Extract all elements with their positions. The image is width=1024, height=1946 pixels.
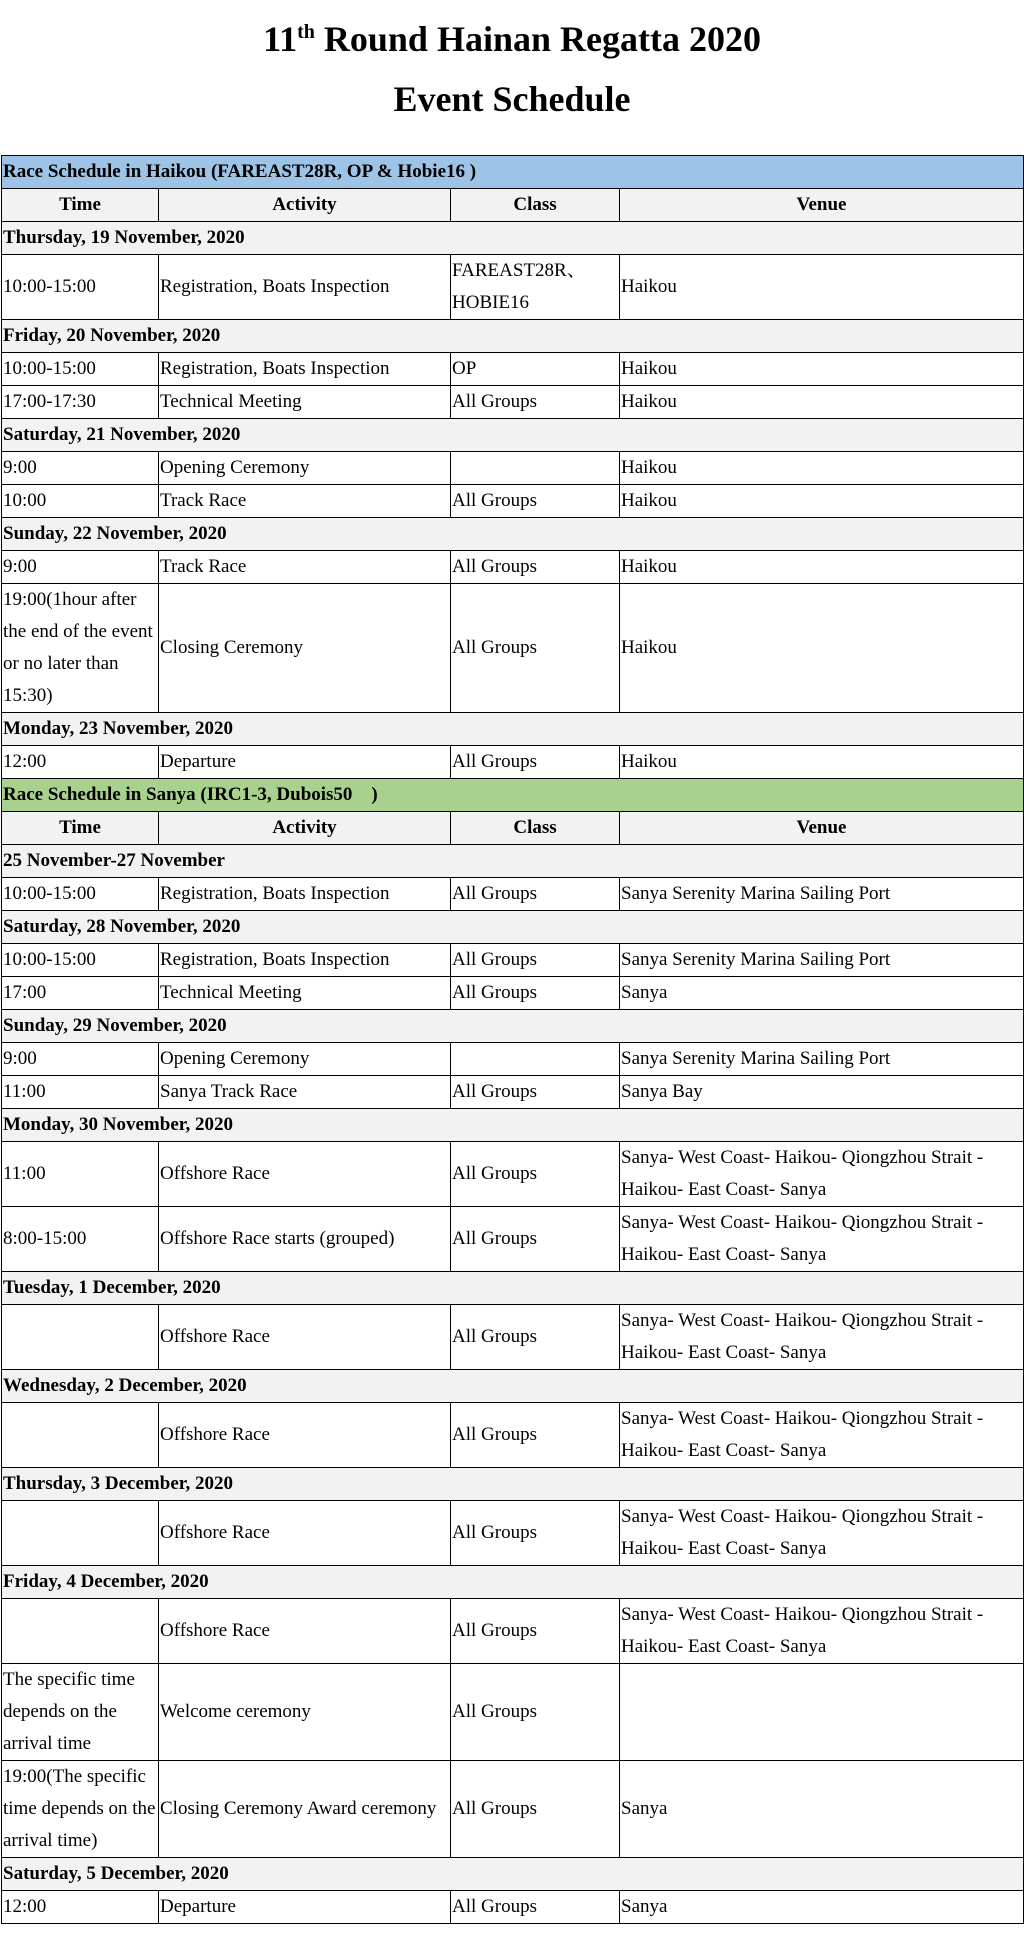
date-row bbox=[2, 222, 1024, 255]
table-row bbox=[2, 944, 1024, 977]
cell-activity: Offshore Race bbox=[159, 1142, 451, 1207]
cell-venue: Haikou bbox=[620, 386, 1024, 419]
column-header-row bbox=[2, 812, 1024, 845]
cell-activity: Registration, Boats Inspection bbox=[159, 878, 451, 911]
cell-class: All Groups bbox=[451, 944, 620, 977]
date-label: Saturday, 5 December, 2020 bbox=[2, 1858, 1024, 1891]
cell-activity: Offshore Race bbox=[159, 1501, 451, 1566]
page-subtitle: Event Schedule bbox=[393, 79, 631, 119]
date-row bbox=[2, 1468, 1024, 1501]
table-row bbox=[2, 1076, 1024, 1109]
cell-activity: Departure bbox=[159, 1891, 451, 1924]
table-row bbox=[2, 1207, 1024, 1272]
cell-venue: Sanya bbox=[620, 1891, 1024, 1924]
table-row bbox=[2, 1142, 1024, 1207]
cell-time: 17:00-17:30 bbox=[2, 386, 159, 419]
table-row bbox=[2, 977, 1024, 1010]
table-row bbox=[2, 1305, 1024, 1370]
cell-class: All Groups bbox=[451, 386, 620, 419]
date-label: Thursday, 3 December, 2020 bbox=[2, 1468, 1024, 1501]
column-header-class: Class bbox=[451, 189, 620, 222]
cell-venue: Sanya Serenity Marina Sailing Port bbox=[620, 1043, 1024, 1076]
date-label: Monday, 23 November, 2020 bbox=[2, 713, 1024, 746]
cell-time: 11:00 bbox=[2, 1142, 159, 1207]
cell-activity: Technical Meeting bbox=[159, 977, 451, 1010]
cell-class: All Groups bbox=[451, 584, 620, 713]
date-label: Friday, 20 November, 2020 bbox=[2, 320, 1024, 353]
cell-class: OP bbox=[451, 353, 620, 386]
cell-activity: Welcome ceremony bbox=[159, 1664, 451, 1761]
table-row bbox=[2, 452, 1024, 485]
cell-class bbox=[451, 1043, 620, 1076]
date-row bbox=[2, 1858, 1024, 1891]
cell-class: All Groups bbox=[451, 1305, 620, 1370]
cell-venue: Sanya- West Coast- Haikou- Qiongzhou Strait -Haikou- East Coast- Sanya bbox=[620, 1305, 1024, 1370]
cell-class bbox=[451, 452, 620, 485]
cell-activity: Offshore Race bbox=[159, 1599, 451, 1664]
cell-time: 12:00 bbox=[2, 746, 159, 779]
cell-venue: Haikou bbox=[620, 746, 1024, 779]
cell-venue: Haikou bbox=[620, 255, 1024, 320]
table-row bbox=[2, 1501, 1024, 1566]
column-header-time: Time bbox=[2, 189, 159, 222]
date-label: Tuesday, 1 December, 2020 bbox=[2, 1272, 1024, 1305]
section-title: Race Schedule in Sanya (IRC1-3, Dubois50 ) bbox=[2, 779, 1024, 812]
cell-activity: Departure bbox=[159, 746, 451, 779]
cell-activity: Track Race bbox=[159, 551, 451, 584]
cell-time: 10:00-15:00 bbox=[2, 353, 159, 386]
column-header-activity: Activity bbox=[159, 812, 451, 845]
column-header-venue: Venue bbox=[620, 189, 1024, 222]
table-row bbox=[2, 1403, 1024, 1468]
cell-activity: Offshore Race bbox=[159, 1305, 451, 1370]
date-label: 25 November-27 November bbox=[2, 845, 1024, 878]
section-header-row bbox=[2, 156, 1024, 189]
cell-activity: Closing Ceremony bbox=[159, 584, 451, 713]
table-row bbox=[2, 878, 1024, 911]
cell-class: All Groups bbox=[451, 1599, 620, 1664]
section-header-row bbox=[2, 779, 1024, 812]
cell-class: All Groups bbox=[451, 1501, 620, 1566]
schedule-table bbox=[1, 155, 1024, 1924]
cell-activity: Opening Ceremony bbox=[159, 452, 451, 485]
table-row bbox=[2, 1761, 1024, 1858]
cell-activity: Opening Ceremony bbox=[159, 1043, 451, 1076]
table-row bbox=[2, 1891, 1024, 1924]
cell-activity: Technical Meeting bbox=[159, 386, 451, 419]
cell-activity: Registration, Boats Inspection bbox=[159, 353, 451, 386]
column-header-activity: Activity bbox=[159, 189, 451, 222]
cell-time bbox=[2, 1501, 159, 1566]
column-header-time: Time bbox=[2, 812, 159, 845]
cell-time bbox=[2, 1599, 159, 1664]
cell-time: 9:00 bbox=[2, 452, 159, 485]
cell-venue: Sanya- West Coast- Haikou- Qiongzhou Strait -Haikou- East Coast- Sanya bbox=[620, 1501, 1024, 1566]
date-row bbox=[2, 713, 1024, 746]
cell-class: FAREAST28R、HOBIE16 bbox=[451, 255, 620, 320]
cell-class: All Groups bbox=[451, 485, 620, 518]
cell-time: 10:00 bbox=[2, 485, 159, 518]
cell-venue: Haikou bbox=[620, 353, 1024, 386]
cell-class: All Groups bbox=[451, 1142, 620, 1207]
cell-class: All Groups bbox=[451, 977, 620, 1010]
cell-activity: Track Race bbox=[159, 485, 451, 518]
cell-time: 8:00-15:00 bbox=[2, 1207, 159, 1272]
cell-time bbox=[2, 1403, 159, 1468]
date-label: Friday, 4 December, 2020 bbox=[2, 1566, 1024, 1599]
cell-time: 10:00-15:00 bbox=[2, 255, 159, 320]
column-header-class: Class bbox=[451, 812, 620, 845]
table-row bbox=[2, 551, 1024, 584]
cell-time: 11:00 bbox=[2, 1076, 159, 1109]
cell-activity: Sanya Track Race bbox=[159, 1076, 451, 1109]
date-label: Monday, 30 November, 2020 bbox=[2, 1109, 1024, 1142]
cell-class: All Groups bbox=[451, 1664, 620, 1761]
column-header-venue: Venue bbox=[620, 812, 1024, 845]
cell-class: All Groups bbox=[451, 746, 620, 779]
date-row bbox=[2, 911, 1024, 944]
date-label: Sunday, 29 November, 2020 bbox=[2, 1010, 1024, 1043]
table-row bbox=[2, 255, 1024, 320]
cell-venue: Haikou bbox=[620, 452, 1024, 485]
date-row bbox=[2, 1370, 1024, 1403]
cell-venue: Sanya Bay bbox=[620, 1076, 1024, 1109]
cell-venue: Haikou bbox=[620, 485, 1024, 518]
cell-venue: Sanya Serenity Marina Sailing Port bbox=[620, 878, 1024, 911]
page-title: 11th Round Hainan Regatta 2020 bbox=[263, 19, 761, 59]
cell-activity: Offshore Race starts (grouped) bbox=[159, 1207, 451, 1272]
cell-class: All Groups bbox=[451, 1761, 620, 1858]
cell-time: 10:00-15:00 bbox=[2, 878, 159, 911]
cell-time: 19:00(1hour after the end of the event or no later than 15:30) bbox=[2, 584, 159, 713]
cell-time: The specific time depends on the arrival time bbox=[2, 1664, 159, 1761]
cell-venue: Sanya- West Coast- Haikou- Qiongzhou Strait -Haikou- East Coast- Sanya bbox=[620, 1403, 1024, 1468]
cell-venue: Sanya- West Coast- Haikou- Qiongzhou Strait -Haikou- East Coast- Sanya bbox=[620, 1599, 1024, 1664]
section-title: Race Schedule in Haikou (FAREAST28R, OP & Hobie16 ) bbox=[2, 156, 1024, 189]
table-row bbox=[2, 1043, 1024, 1076]
date-row bbox=[2, 320, 1024, 353]
cell-time: 12:00 bbox=[2, 1891, 159, 1924]
table-row bbox=[2, 746, 1024, 779]
date-label: Wednesday, 2 December, 2020 bbox=[2, 1370, 1024, 1403]
cell-activity: Offshore Race bbox=[159, 1403, 451, 1468]
table-row bbox=[2, 1664, 1024, 1761]
cell-class: All Groups bbox=[451, 878, 620, 911]
column-header-row bbox=[2, 189, 1024, 222]
cell-activity: Registration, Boats Inspection bbox=[159, 255, 451, 320]
cell-activity: Closing Ceremony Award ceremony bbox=[159, 1761, 451, 1858]
table-row bbox=[2, 485, 1024, 518]
cell-time: 17:00 bbox=[2, 977, 159, 1010]
date-row bbox=[2, 1272, 1024, 1305]
cell-venue: Sanya- West Coast- Haikou- Qiongzhou Strait -Haikou- East Coast- Sanya bbox=[620, 1142, 1024, 1207]
table-row bbox=[2, 353, 1024, 386]
cell-time: 10:00-15:00 bbox=[2, 944, 159, 977]
date-row bbox=[2, 1566, 1024, 1599]
cell-class: All Groups bbox=[451, 551, 620, 584]
date-label: Saturday, 28 November, 2020 bbox=[2, 911, 1024, 944]
cell-time: 9:00 bbox=[2, 551, 159, 584]
table-row bbox=[2, 1599, 1024, 1664]
cell-time: 9:00 bbox=[2, 1043, 159, 1076]
cell-activity: Registration, Boats Inspection bbox=[159, 944, 451, 977]
cell-venue: Sanya bbox=[620, 1761, 1024, 1858]
date-label: Sunday, 22 November, 2020 bbox=[2, 518, 1024, 551]
cell-venue bbox=[620, 1664, 1024, 1761]
cell-time bbox=[2, 1305, 159, 1370]
date-row bbox=[2, 845, 1024, 878]
date-label: Thursday, 19 November, 2020 bbox=[2, 222, 1024, 255]
date-label: Saturday, 21 November, 2020 bbox=[2, 419, 1024, 452]
cell-class: All Groups bbox=[451, 1207, 620, 1272]
cell-venue: Haikou bbox=[620, 584, 1024, 713]
table-row bbox=[2, 584, 1024, 713]
cell-class: All Groups bbox=[451, 1403, 620, 1468]
schedule-body bbox=[2, 156, 1024, 1924]
cell-class: All Groups bbox=[451, 1891, 620, 1924]
date-row bbox=[2, 1010, 1024, 1043]
cell-class: All Groups bbox=[451, 1076, 620, 1109]
cell-venue: Sanya Serenity Marina Sailing Port bbox=[620, 944, 1024, 977]
cell-venue: Sanya bbox=[620, 977, 1024, 1010]
date-row bbox=[2, 419, 1024, 452]
table-row bbox=[2, 386, 1024, 419]
date-row bbox=[2, 518, 1024, 551]
cell-time: 19:00(The specific time depends on the arrival time) bbox=[2, 1761, 159, 1858]
cell-venue: Haikou bbox=[620, 551, 1024, 584]
date-row bbox=[2, 1109, 1024, 1142]
cell-venue: Sanya- West Coast- Haikou- Qiongzhou Strait -Haikou- East Coast- Sanya bbox=[620, 1207, 1024, 1272]
